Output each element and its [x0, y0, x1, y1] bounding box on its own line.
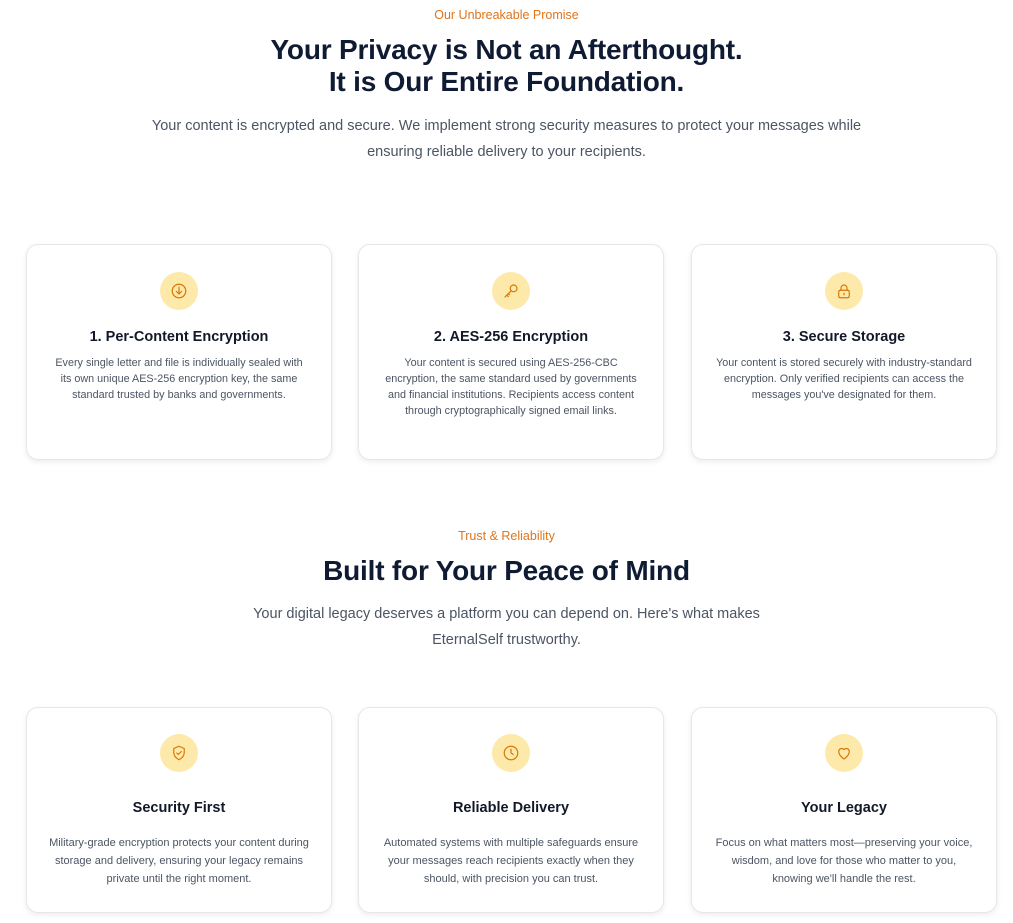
privacy-eyebrow: Our Unbreakable Promise [434, 8, 579, 22]
trust-card-reliable-delivery [358, 707, 664, 913]
lock-icon [825, 272, 863, 310]
card-title: 3. Secure Storage [782, 329, 906, 345]
key-icon [492, 272, 530, 310]
trust-eyebrow: Trust & Reliability [458, 529, 555, 543]
privacy-headline-line1: Your Privacy is Not an Afterthought. [270, 34, 743, 65]
card-text: Focus on what matters most—preserving your voice, wisdom, and love for those who matter to you, knowing we'll handle the rest. [715, 837, 973, 885]
card-text: Military-grade encryption protects your content during storage and delivery, ensuring your legacy remains private until the right moment. [49, 837, 309, 885]
card-title: Your Legacy [801, 800, 887, 816]
card-text: Every single letter and file is individually sealed with its own unique AES-256 encryption key, the same standard trusted by banks and governments. [55, 357, 303, 401]
card-text: Your content is stored securely with industry-standard encryption. Only verified recipients can access the messages you've designated for them. [716, 357, 972, 401]
card-title: Reliable Delivery [452, 800, 570, 816]
card-title: Security First [132, 800, 226, 816]
download-circle-icon [160, 272, 198, 310]
card-text: Automated systems with multiple safeguards ensure your messages reach recipients exactly when they should, with precision you can trust. [383, 837, 639, 885]
card-text: Your content is secured using AES-256-CBC encryption, the same standard used by governments and financial institutions. Recipients access content through cryptographically signed email links. [385, 357, 637, 417]
shield-check-icon [160, 734, 198, 772]
trust-headline: Built for Your Peace of Mind [323, 555, 690, 586]
clock-icon [492, 734, 530, 772]
privacy-section-header [0, 8, 1013, 165]
feature-card-per-content-encryption [26, 244, 332, 460]
trust-section-header [0, 529, 1013, 653]
trust-card-your-legacy [691, 707, 997, 913]
trust-lead: Your digital legacy deserves a platform you can depend on. Here's what makes EternalSelf trustworthy. [253, 606, 760, 648]
trust-card-security-first [26, 707, 332, 913]
heart-icon [825, 734, 863, 772]
feature-card-secure-storage [691, 244, 997, 460]
card-title: 1. Per-Content Encryption [89, 329, 269, 345]
privacy-lead: Your content is encrypted and secure. We implement strong security measures to protect your messages while ensuring reliable delivery to your recipients. [151, 118, 862, 160]
privacy-headline-line2: It is Our Entire Foundation. [328, 66, 685, 97]
card-title: 2. AES-256 Encryption [433, 329, 589, 345]
feature-card-aes-256-encryption [358, 244, 664, 460]
